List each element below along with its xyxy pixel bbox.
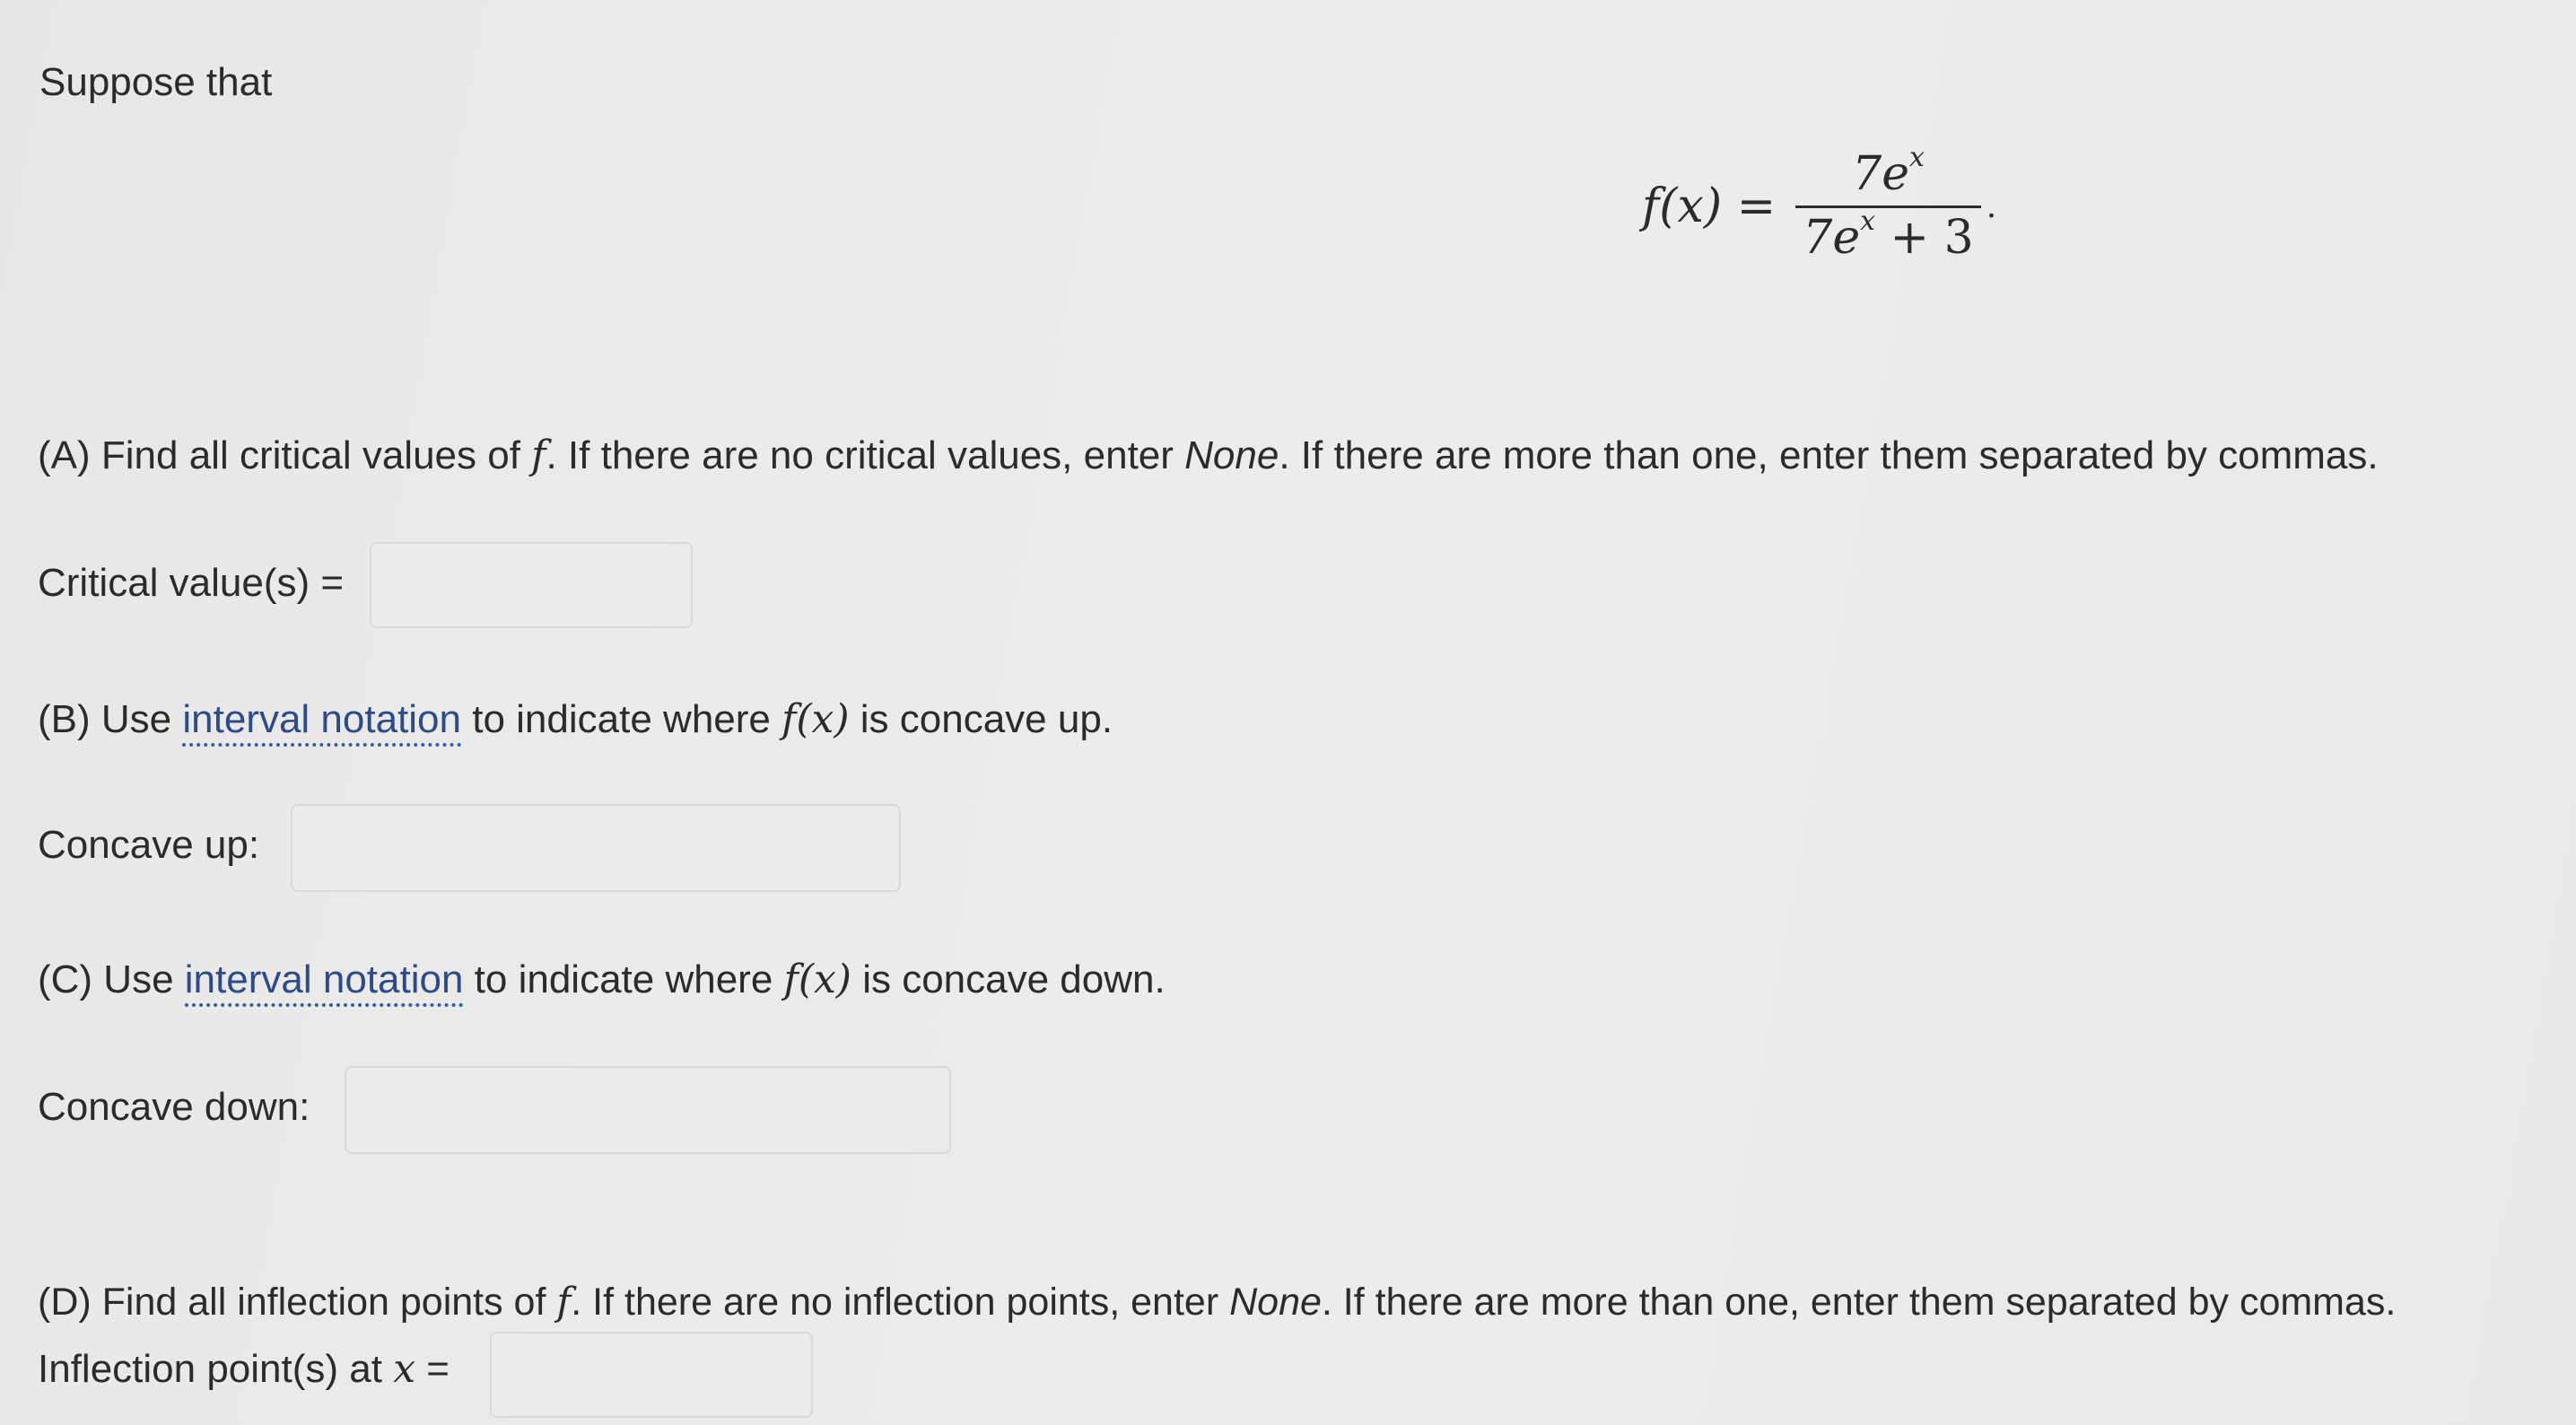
concave-down-input[interactable]	[345, 1066, 951, 1154]
critical-values-label: Critical value(s) =	[38, 561, 345, 605]
f-variable: f	[556, 1280, 572, 1324]
interval-notation-link-c[interactable]: interval notation	[185, 957, 464, 1007]
interval-notation-link-b[interactable]: interval notation	[182, 697, 461, 747]
formula-lhs: f(x) =	[1642, 179, 1777, 233]
formula-numerator: $7e^x$	[1852, 141, 1925, 201]
critical-values-input[interactable]	[370, 542, 693, 628]
f-of-x: f(x)	[782, 696, 850, 742]
f-variable: f	[531, 433, 546, 478]
formula-denominator: $7e^x + 3$	[1803, 205, 1974, 265]
concave-down-label: Concave down:	[38, 1085, 310, 1129]
formula-fraction	[1795, 141, 1981, 266]
inflection-points-label: Inflection point(s) at x =	[38, 1346, 450, 1392]
part-d-question: (D) Find all inflection points of f. If there are no inflection points, enter None. If there are more than one, enter them separated by commas.	[38, 1280, 2397, 1324]
concave-up-label: Concave up:	[38, 823, 260, 867]
intro-text: Suppose that	[39, 60, 273, 104]
part-c-question: (C) Use interval notation to indicate where f(x) is concave down.	[38, 960, 1166, 1000]
inflection-points-input[interactable]	[490, 1332, 813, 1418]
formula-period: .	[1986, 188, 1997, 225]
function-formula	[1642, 135, 1996, 278]
fraction-bar	[1795, 205, 1981, 208]
f-of-x: f(x)	[783, 957, 851, 1002]
concave-up-input[interactable]	[291, 804, 901, 892]
x-variable: x	[393, 1346, 416, 1392]
none-keyword: None	[1184, 433, 1279, 477]
none-keyword: None	[1229, 1281, 1322, 1324]
part-a-question: (A) Find all critical values of f. If there are no critical values, enter None. If there are more than one, enter them separated by commas.	[38, 433, 2379, 478]
part-b-question: (B) Use interval notation to indicate where f(x) is concave up.	[38, 700, 1113, 739]
